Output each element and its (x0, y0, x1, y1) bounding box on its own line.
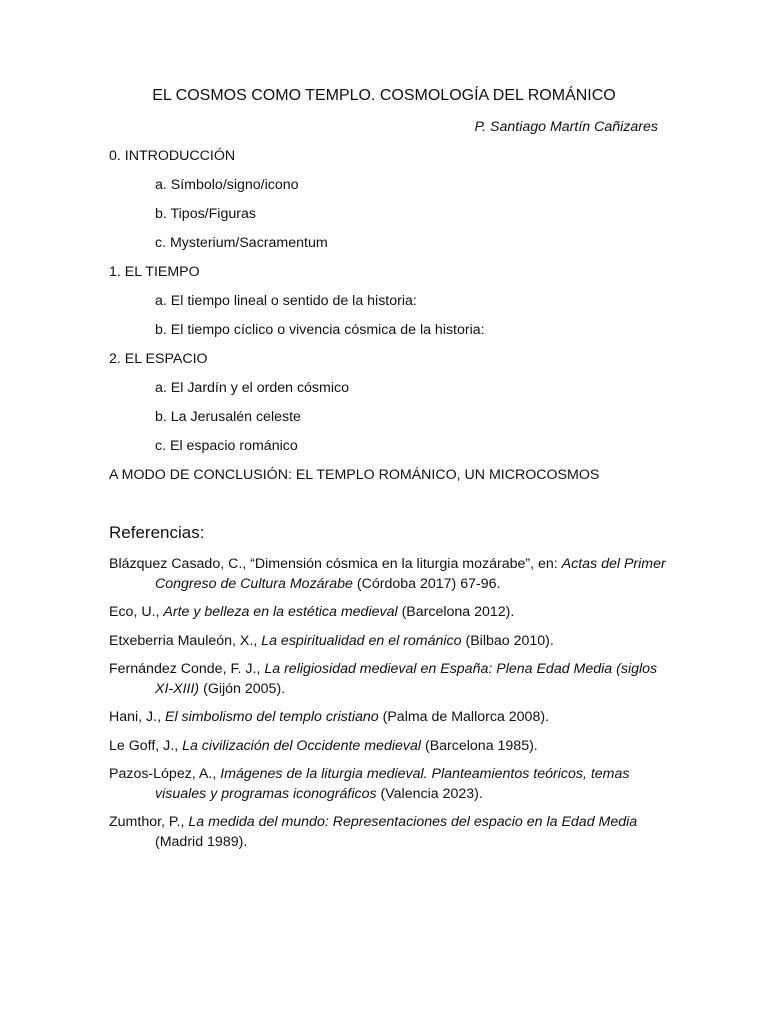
reference-author: Zumthor, P., (109, 814, 189, 830)
reference-post: (Madrid 1989). (155, 833, 248, 850)
document-title: EL COSMOS COMO TEMPLO. COSMOLOGÍA DEL ROMÁNICO (152, 87, 616, 104)
reference-item (109, 765, 669, 804)
reference-post: (Bilbao 2010). (461, 632, 554, 649)
references-list (109, 555, 669, 861)
reference-work: Imágenes de la liturgia medieval. Planteamientos teóricos, temas visuales y programas iconográficos (155, 766, 630, 802)
reference-post: (Valencia 2023). (376, 785, 483, 802)
document-author: P. Santiago Martín Cañizares (474, 119, 658, 135)
reference-work: La espiritualidad en el románico (261, 632, 462, 649)
reference-author: Hani, J., (109, 709, 165, 725)
reference-author: Le Goff, J., (109, 737, 183, 754)
reference-item (109, 660, 669, 699)
outline-item: 0. INTRODUCCIÓN (109, 148, 236, 164)
reference-author: Blázquez Casado, C., (109, 556, 251, 572)
outline-subitem: c. El espacio románico (155, 438, 298, 454)
reference-work: Arte y belleza en la estética medieval (163, 604, 398, 620)
reference-work: Actas del Primer Congreso de Cultura Mozárabe (155, 556, 666, 592)
outline-subitem: b. El tiempo cíclico o vivencia cósmica de la historia: (155, 322, 485, 338)
reference-author: Etxeberria Mauleón, X., (109, 632, 262, 649)
outline-subitem: a. Símbolo/signo/icono (155, 177, 299, 193)
reference-item (109, 632, 669, 652)
reference-item (109, 708, 669, 728)
reference-item (109, 737, 669, 757)
reference-work: La medida del mundo: Representaciones del espacio en la Edad Media (188, 814, 638, 830)
reference-item (109, 555, 669, 594)
reference-pre: “Dimensión cósmica en la liturgia mozárabe”, en: (250, 556, 562, 572)
reference-item (109, 813, 669, 852)
outline-item: 1. EL TIEMPO (109, 264, 200, 280)
reference-post: (Palma de Mallorca 2008). (378, 709, 549, 725)
outline-list (109, 146, 669, 494)
reference-work: El simbolismo del templo cristiano (164, 709, 379, 725)
outline-subitem: c. Mysterium/Sacramentum (155, 235, 328, 251)
reference-work: La civilización del Occidente medieval (182, 737, 422, 754)
outline-item: 2. EL ESPACIO (109, 351, 208, 367)
references-heading: Referencias: (109, 523, 205, 542)
outline-subitem: b. La Jerusalén celeste (155, 409, 301, 425)
reference-post: (Gijón 2005). (199, 680, 286, 697)
reference-item (109, 603, 669, 623)
outline-item: A MODO DE CONCLUSIÓN: EL TEMPLO ROMÁNICO, UN MICROCOSMOS (109, 467, 600, 483)
outline-subitem: a. El Jardín y el orden cósmico (155, 380, 349, 396)
reference-post: (Córdoba 2017) 67-96. (352, 575, 501, 592)
reference-author: Fernández Conde, F. J., (109, 661, 265, 677)
outline-subitem: a. El tiempo lineal o sentido de la historia: (155, 293, 417, 309)
reference-author: Eco, U., (109, 604, 164, 620)
reference-post: (Barcelona 1985). (421, 737, 538, 754)
reference-author: Pazos-López, A., (109, 766, 221, 782)
outline-subitem: b. Tipos/Figuras (155, 206, 256, 222)
reference-work: La religiosidad medieval en España: Plena Edad Media (siglos XI-XIII) (155, 661, 658, 697)
reference-post: (Barcelona 2012). (397, 604, 515, 620)
